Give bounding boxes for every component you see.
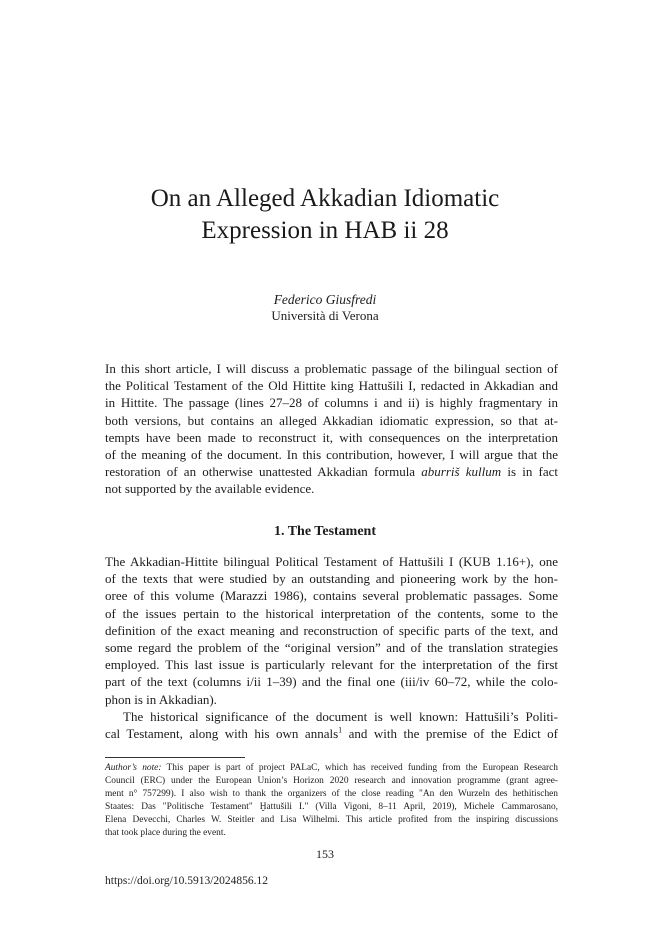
abstract-line: in Hittite. The passage (lines 27–28 of columns i and ii) is highly fragmentary in — [105, 395, 558, 411]
akkadian-term: aburriš kullum — [421, 464, 502, 480]
body-line: employed. This last issue is particularly relevant for the interpretation of the first — [105, 657, 558, 673]
footnote-line: Elena Devecchi, Charles W. Steitler and Lisa Wilhelmi. This article profited from the inspiring discussions — [105, 815, 558, 825]
author-affiliation: Università di Verona — [271, 308, 379, 323]
body-line — [105, 725, 558, 742]
abstract — [105, 360, 558, 498]
abstract-line: tempts have been made to reconstruct it, with consequences on the interpretation — [105, 429, 558, 445]
body-line: definition of the exact meaning and reconstruction of specific parts of the text, and — [105, 622, 558, 638]
body-line: some regard the problem of the “original version” and of the translation strategies — [105, 639, 558, 655]
abstract-line: of the meaning of the document. In this contribution, however, I will argue that the — [105, 446, 558, 462]
abstract-text: restoration of an otherwise unattested Akkadian formula — [105, 464, 416, 480]
footnote-line: ment n° 757299). I also wish to thank the organizers of the close reading "An den Wurzeln des hethitischen — [105, 789, 558, 799]
footnote-line: that took place during the event. — [105, 828, 226, 838]
footnote-marker: 1 — [338, 725, 343, 735]
footnote-line: Council (ERC) under the European Union’s Horizon 2020 research and innovation programme (grant agree- — [105, 776, 558, 786]
footnote-text: This paper is part of project PALaC, which has received funding from the European Research — [166, 763, 558, 773]
abstract-line: both versions, but contains an alleged Akkadian idiomatic expression, so that at- — [105, 412, 558, 428]
page-number: 153 — [316, 847, 334, 861]
body-line: oree of this volume (Marazzi 1986), contains several problematic passages. Some — [105, 588, 558, 604]
abstract-line: the Political Testament of the Old Hittite king Hattušili I, redacted in Akkadian and — [105, 378, 558, 394]
body-text — [105, 553, 558, 742]
body-line: of the issues pertain to the historical interpretation of the contents, some to the — [105, 605, 558, 621]
abstract-line — [105, 463, 558, 480]
body-text-fragment: cal Testament, along with his own annals — [105, 725, 339, 741]
abstract-text: is in fact — [507, 464, 559, 480]
footnote — [105, 762, 558, 840]
title-line: On an Alleged Akkadian Idiomatic — [150, 185, 500, 212]
title-line: Expression in HAB ii 28 — [201, 217, 449, 244]
author-name: Federico Giusfredi — [273, 292, 377, 307]
footnote-line: Staates: Das "Politische Testament" Ḫattušili I." (Villa Vigoni, 8–11 April, 2019), Michele Cammarosano, — [105, 802, 558, 812]
abstract-line: not supported by the available evidence. — [105, 481, 315, 497]
body-text-fragment: and with the premise of the Edict of — [348, 725, 559, 741]
doi-link[interactable]: https://doi.org/10.5913/2024856.12 — [105, 875, 269, 887]
body-line: The Akkadian-Hittite bilingual Political Testament of Hattušili I (KUB 1.16+), one — [105, 554, 558, 569]
footnote-rule — [105, 757, 245, 758]
body-line: part of the text (columns i/ii 1–39) and the final one (iii/iv 60–72, while the colo- — [105, 674, 558, 690]
abstract-line: In this short article, I will discuss a problematic passage of the bilingual section of — [105, 361, 558, 376]
body-line: The historical significance of the document is well known: Hattušili’s Politi- — [123, 708, 558, 724]
footnote-label: Author’s note: — [105, 763, 162, 773]
section-heading: 1. The Testament — [273, 524, 377, 539]
body-line: phon is in Akkadian). — [105, 691, 217, 707]
body-line: of the texts that were studied by an outstanding and pioneering work by the hon- — [105, 571, 558, 587]
paper-title — [0, 183, 650, 247]
footnote-line — [105, 762, 558, 775]
